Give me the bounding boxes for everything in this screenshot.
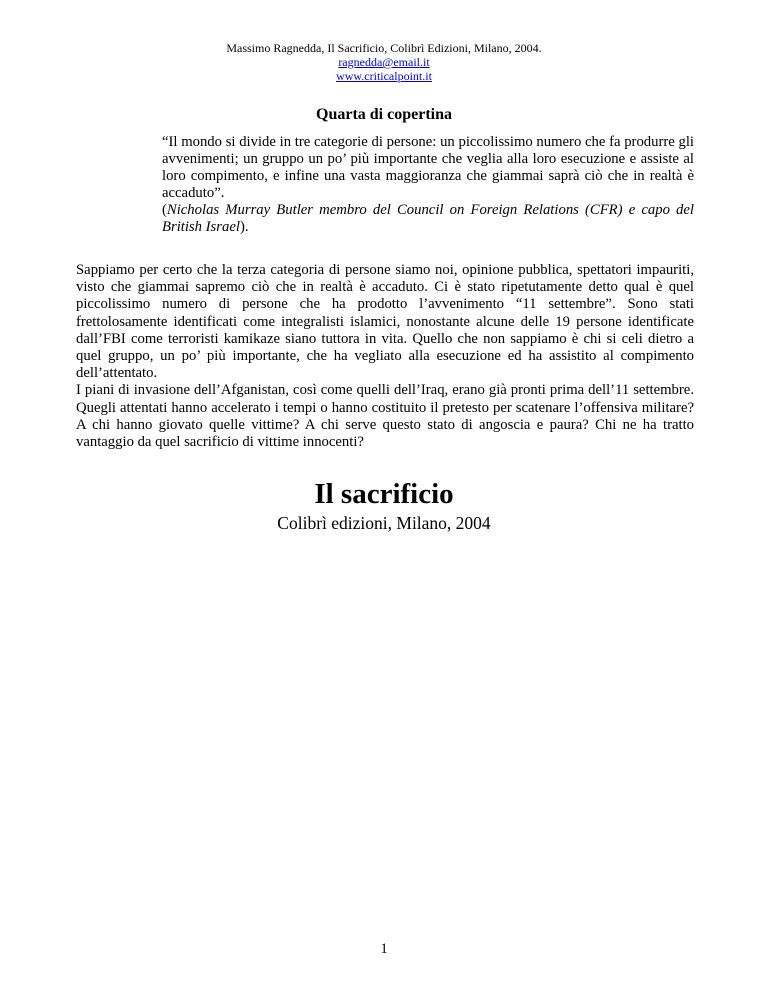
quote-text: “Il mondo si divide in tre categorie di persone: un piccolissimo numero che fa produrre gli avvenimenti; un gruppo un po’ più importante che veglia alla loro esecuzione e assiste al loro compimento, e infine una vasta maggioranza che giammai saprà ciò che in realtà è accaduto”.: [162, 134, 694, 201]
body-paragraph-2: I piani di invasione dell’Afganistan, così come quelli dell’Iraq, erano già pronti prima dell’11 settembre. Quegli attentati hanno accelerato i tempi o hanno costituito il pretesto per scatenare l’offensiva militare? A chi hanno giovato quelle vittime? A chi serve questo stato di angoscia e paura? Chi ne ha tratto vantaggio da quel sacrificio di vittime innocenti?: [76, 382, 694, 451]
quote-block: [162, 134, 694, 236]
body-text: [76, 262, 694, 451]
body-paragraph-1: Sappiamo per certo che la terza categoria di persone siamo noi, opinione pubblica, spettatori impauriti, visto che giammai sapremo ciò che in realtà è accaduto. Ci è stato ripetutamente detto qual è quel piccolissimo numero di persone che ha prodotto l’avvenimento “11 settembre”. Sono stati frettolosamente identificati come integralisti islamici, nonostante alcune delle 19 persone identificate dall’FBI come terroristi kamikaze siano tuttora in vita. Quello che non sappiamo è chi si celi dietro a quel gruppo, un po’ più importante, che ha vegliato alla esecuzione ed ha assistito al compimento dell’attentato.: [76, 262, 694, 382]
attribution-name: Nicholas Murray Butler membro del Council on Foreign Relations (CFR) e capo del British Israel: [162, 202, 694, 235]
website-link[interactable]: www.criticalpoint.it: [336, 69, 432, 83]
attribution-close: ).: [239, 219, 249, 235]
book-subtitle: Colibrì edizioni, Milano, 2004: [277, 513, 491, 533]
email-link[interactable]: ragnedda@email.it: [338, 55, 430, 69]
quote-attribution: [162, 202, 694, 236]
book-title: Il sacrificio: [314, 478, 454, 510]
page-number: 1: [380, 941, 388, 957]
page-header: [0, 41, 768, 83]
header-citation: Massimo Ragnedda, Il Sacrificio, Colibrì Edizioni, Milano, 2004.: [226, 41, 542, 55]
attribution-open: (: [162, 202, 167, 218]
section-title: Quarta di copertina: [316, 106, 452, 123]
